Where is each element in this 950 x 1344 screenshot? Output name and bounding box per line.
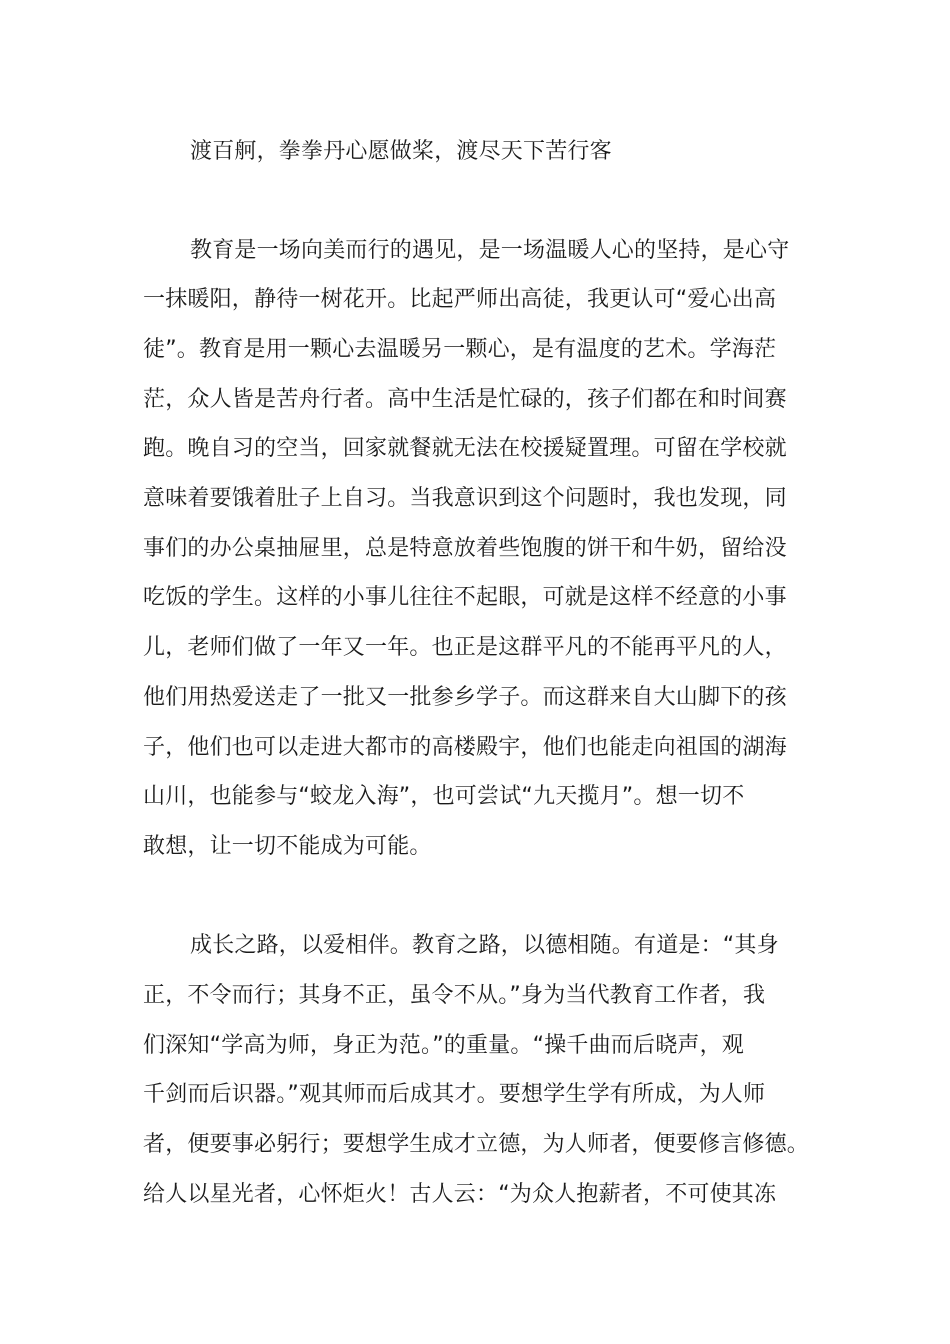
text-line: 茫，众人皆是苦舟行者。高中生活是忙碌的，孩子们都在和时间赛 — [143, 387, 787, 412]
text-line: 事们的办公桌抽屉里，总是特意放着些饱腹的饼干和牛奶，留给没 — [143, 536, 787, 561]
text-line: 教育是一场向美而行的遇见，是一场温暖人心的坚持，是心守 — [190, 238, 790, 263]
text-line: 儿，老师们做了一年又一年。也正是这群平凡的不能再平凡的人， — [143, 635, 787, 660]
heading-line: 渡百舸，拳拳丹心愿做桨，渡尽天下苦行客 — [190, 139, 612, 164]
text-line: 他们用热爱送走了一批又一批参乡学子。而这群来自大山脚下的孩 — [143, 685, 787, 710]
text-line: 徒”。教育是用一颗心去温暖另一颗心，是有温度的艺术。学海茫 — [143, 337, 777, 362]
text-line: 子，他们也可以走进大都市的高楼殿宇，他们也能走向祖国的湖海 — [143, 735, 787, 760]
text-line: 吃饭的学生。这样的小事儿往往不起眼，可就是这样不经意的小事 — [143, 585, 787, 610]
text-line: 山川，也能参与“蛟龙入海”，也可尝试“九天揽月”。想一切不 — [143, 784, 745, 809]
text-line: 敢想，让一切不能成为可能。 — [143, 834, 432, 859]
text-line: 者，便要事必躬行；要想学生成才立德，为人师者，便要修言修德。 — [143, 1132, 810, 1157]
text-line: 跑。晚自习的空当，回家就餐就无法在校援疑置理。可留在学校就 — [143, 436, 787, 461]
text-line: 给人以星光者，心怀炬火！古人云：“为众人抱薪者，不可使其冻 — [143, 1182, 777, 1207]
text-line: 们深知“学高为师，身正为范。”的重量。“操千曲而后晓声，观 — [143, 1033, 744, 1058]
text-line: 成长之路，以爱相伴。教育之路，以德相随。有道是：“其身 — [190, 933, 779, 958]
text-line: 意味着要饿着肚子上自习。当我意识到这个问题时，我也发现，同 — [143, 486, 787, 511]
text-line: 一抹暖阳，静待一树花开。比起严师出高徒，我更认可“爱心出高 — [143, 287, 777, 312]
text-line: 千剑而后识器。”观其师而后成其才。要想学生学有所成，为人师 — [143, 1082, 766, 1107]
text-line: 正，不令而行；其身不正，虽令不从。”身为当代教育工作者，我 — [143, 983, 766, 1008]
